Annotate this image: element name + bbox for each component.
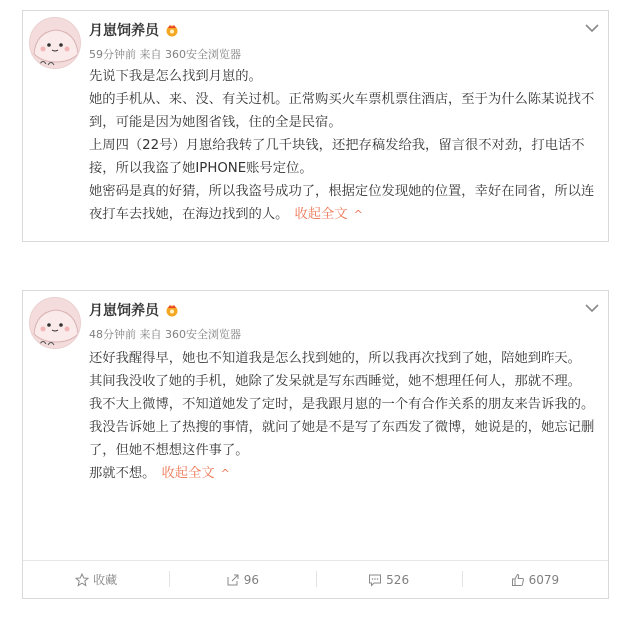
- collapse-link[interactable]: [161, 466, 229, 481]
- repost-count: 96: [243, 572, 260, 587]
- weibo-post-1: [22, 10, 609, 242]
- like-count: 6079: [528, 572, 560, 587]
- comment-count: 526: [386, 572, 410, 587]
- like-button[interactable]: [462, 561, 608, 598]
- avatar[interactable]: [29, 297, 81, 349]
- paragraph: 其间我没收了她的手机，她除了发呆就是写东西睡觉，她不想理任何人，那就不理。: [89, 374, 581, 389]
- author-name[interactable]: 月崽饲养员: [89, 303, 159, 319]
- paragraph-text: 她密码是真的好猜，所以我盗号成功了，根据定位发现她的位置，幸好在同省，所以连夜打车去找她，在海边找到的人。: [89, 184, 595, 222]
- comment-button[interactable]: [316, 561, 462, 598]
- author-name[interactable]: 月崽饲养员: [89, 23, 159, 39]
- paragraph: 我没告诉她上了热搜的事情，就问了她是不是写了东西发了微博，她说是的，她忘记删了，但她不想想这件事了。: [89, 420, 595, 458]
- paragraph-text: 那就不想。: [89, 466, 156, 481]
- collapse-link[interactable]: [294, 207, 362, 222]
- paragraph: 我不大上微博，不知道她发了定时，是我跟月崽的一个有合作关系的朋友来告诉我的。: [89, 397, 595, 412]
- paragraph: [89, 462, 596, 485]
- favorite-button[interactable]: [23, 561, 169, 598]
- chevron-down-icon[interactable]: [585, 18, 599, 28]
- paragraph: 上周四（22号）月崽给我转了几千块钱，还把存稿发给我，留言很不对劲，打电话不接，所以我盗了她IPHONE账号定位。: [89, 138, 585, 176]
- thumb-up-icon: [511, 573, 525, 587]
- paragraph: 先说下我是怎么找到月崽的。: [89, 69, 262, 84]
- vip-badge-icon[interactable]: [165, 303, 179, 317]
- avatar[interactable]: [29, 17, 81, 69]
- paragraph: [89, 180, 596, 226]
- post-meta[interactable]: 48分钟前 来自 360安全浏览器: [89, 328, 241, 341]
- favorite-label: 收藏: [93, 573, 118, 587]
- post-content: [89, 65, 596, 226]
- post-content: [89, 347, 596, 485]
- author-row: [89, 300, 179, 320]
- paragraph: 她的手机从、来、没、有关过机。正常购买火车票机票住酒店，至于为什么陈某说找不到，可能是因为她图省钱，住的全是民宿。: [89, 92, 595, 130]
- author-row: [89, 20, 179, 40]
- vip-badge-icon[interactable]: [165, 23, 179, 37]
- action-bar: [23, 560, 608, 598]
- post-meta[interactable]: 59分钟前 来自 360安全浏览器: [89, 48, 241, 61]
- collapse-label: 收起全文: [161, 466, 215, 481]
- paragraph: 还好我醒得早，她也不知道我是怎么找到她的，所以我再次找到了她，陪她到昨天。: [89, 351, 581, 366]
- comment-icon: [368, 573, 382, 587]
- chevron-down-icon[interactable]: [585, 298, 599, 308]
- collapse-label: 收起全文: [294, 207, 348, 222]
- weibo-post-2: [22, 290, 609, 599]
- chevron-up-icon: ^: [220, 467, 230, 480]
- chevron-up-icon: ^: [353, 208, 363, 221]
- star-icon: [75, 573, 89, 587]
- repost-button[interactable]: [169, 561, 315, 598]
- repost-icon: [226, 573, 240, 587]
